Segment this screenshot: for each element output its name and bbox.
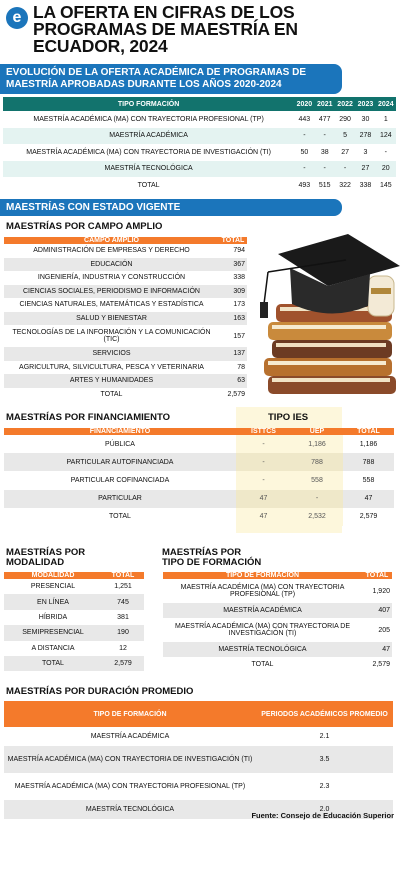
modalidad-cell: 190	[102, 625, 144, 640]
financiamiento-cell: -	[236, 471, 291, 489]
tipo-cell: MAESTRÍA ACADÉMICA (MA) CON TRAYECTORIA DE INVESTIGACIÓN (TI)	[163, 618, 362, 642]
financiamiento-header-1: ISTTCS	[236, 428, 291, 435]
evolucion-row	[3, 161, 396, 178]
ces-logo-icon: e	[6, 7, 28, 29]
evolucion-cell: 3	[355, 144, 375, 161]
modalidad-cell: HÍBRIDA	[4, 610, 102, 625]
evolucion-cell: 27	[335, 144, 355, 161]
graduation-cap-books-icon	[250, 226, 400, 400]
campo-row	[4, 347, 247, 361]
evolucion-banner: EVOLUCIÓN DE LA OFERTA ACADÉMICA DE PROGRAMAS DE MAESTRÍA APROBADAS DURANTE LOS AÑOS 2020-2024	[0, 64, 342, 94]
duracion-row	[4, 727, 393, 746]
books-stack	[264, 304, 396, 394]
tipo-cell: 2,579	[362, 657, 392, 672]
evolucion-cell: 338	[355, 177, 375, 194]
duracion-table	[4, 701, 393, 819]
modalidad-row	[4, 579, 144, 594]
source-note: Fuente: Consejo de Educación Superior	[251, 811, 394, 820]
modalidad-cell: PRESENCIAL	[4, 579, 102, 594]
evolucion-cell: -	[294, 161, 314, 178]
evolucion-cell: 443	[294, 111, 314, 128]
campo-row	[4, 312, 247, 326]
evolucion-cell: 27	[355, 161, 375, 178]
campo-row	[4, 258, 247, 272]
campo-row	[4, 388, 247, 402]
evolucion-cell: -	[315, 128, 335, 145]
modalidad-row	[4, 625, 144, 640]
financiamiento-header-0: FINANCIAMIENTO	[4, 428, 236, 435]
campo-row	[4, 285, 247, 299]
tipo-title-2: TIPO DE FORMACIÓN	[162, 557, 262, 568]
duracion-row	[4, 746, 393, 773]
header	[6, 4, 398, 60]
campo-cell: 157	[219, 325, 247, 347]
tipo-cell: 205	[362, 618, 392, 642]
duracion-cell: MAESTRÍA ACADÉMICA	[4, 727, 256, 746]
evolucion-cell: MAESTRÍA ACADÉMICA (MA) CON TRAYECTORIA PROFESIONAL (TP)	[3, 111, 294, 128]
modalidad-title-1: MAESTRÍAS POR	[6, 547, 86, 558]
evolucion-cell: -	[335, 161, 355, 178]
evolucion-header-1: 2020	[294, 97, 314, 111]
modalidad-header-0: MODALIDAD	[4, 572, 102, 579]
tipo-ies-label: TIPO IES	[268, 412, 309, 423]
tipo-header-0: TIPO DE FORMACIÓN	[163, 572, 362, 579]
financiamiento-cell: 788	[291, 453, 343, 471]
financiamiento-cell: PARTICULAR	[4, 490, 236, 508]
tipo-cell: 407	[362, 603, 392, 618]
evolucion-cell: 290	[335, 111, 355, 128]
tipo-row	[163, 579, 392, 603]
duracion-cell: MAESTRÍA ACADÉMICA (MA) CON TRAYECTORIA DE INVESTIGACIÓN (TI)	[4, 746, 256, 773]
financiamiento-cell: 2,532	[291, 508, 343, 526]
financiamiento-cell: TOTAL	[4, 508, 236, 526]
evolucion-cell: 477	[315, 111, 335, 128]
evolucion-cell: -	[294, 128, 314, 145]
financiamiento-cell: 558	[291, 471, 343, 489]
evolucion-cell: 30	[355, 111, 375, 128]
page-title: LA OFERTA EN CIFRAS DE LOS PROGRAMAS DE MAESTRÍA EN ECUADOR, 2024	[33, 2, 298, 56]
evolucion-header-2: 2021	[315, 97, 335, 111]
evolucion-header-5: 2024	[376, 97, 396, 111]
financiamiento-header-2: UEP	[291, 428, 343, 435]
financiamiento-row	[4, 435, 394, 453]
evolucion-row	[3, 144, 396, 161]
tipo-row	[163, 618, 392, 642]
campo-cell: 338	[219, 271, 247, 285]
duracion-header-0: TIPO DE FORMACIÓN	[4, 701, 256, 727]
financiamiento-cell: 1,186	[291, 435, 343, 453]
campo-cell: 309	[219, 285, 247, 299]
evolucion-cell: MAESTRÍA ACADÉMICA	[3, 128, 294, 145]
campo-cell: SALUD Y BIENESTAR	[4, 312, 219, 326]
tipo-cell: MAESTRÍA ACADÉMICA (MA) CON TRAYECTORIA PROFESIONAL (TP)	[163, 579, 362, 603]
evolucion-cell: 515	[315, 177, 335, 194]
duracion-cell: 2.0	[256, 800, 393, 819]
modalidad-title-2: MODALIDAD	[6, 557, 65, 568]
financiamiento-row	[4, 453, 394, 471]
evolucion-cell: 145	[376, 177, 396, 194]
evolucion-cell: 20	[376, 161, 396, 178]
financiamiento-cell: 47	[236, 490, 291, 508]
campo-cell: SERVICIOS	[4, 347, 219, 361]
modalidad-row	[4, 641, 144, 656]
modalidad-cell: A DISTANCIA	[4, 641, 102, 656]
campo-row	[4, 374, 247, 388]
tipo-cell: 1,920	[362, 579, 392, 603]
campo-cell: 163	[219, 312, 247, 326]
modalidad-cell: 12	[102, 641, 144, 656]
modalidad-cell: 1,251	[102, 579, 144, 594]
campo-row	[4, 325, 247, 347]
duracion-cell: 2.1	[256, 727, 393, 746]
campo-table	[4, 237, 247, 401]
campo-cell: INGENIERÍA, INDUSTRIA Y CONSTRUCCIÓN	[4, 271, 219, 285]
tipo-cell: MAESTRÍA ACADÉMICA	[163, 603, 362, 618]
campo-cell: 137	[219, 347, 247, 361]
duracion-cell: MAESTRÍA TECNOLÓGICA	[4, 800, 256, 819]
financiamiento-cell: -	[291, 490, 343, 508]
duracion-cell: MAESTRÍA ACADÉMICA (MA) CON TRAYECTORIA PROFESIONAL (TP)	[4, 773, 256, 800]
evolucion-cell: 493	[294, 177, 314, 194]
tipo-cell: 47	[362, 642, 392, 657]
tipo-row	[163, 657, 392, 672]
evolucion-cell: 124	[376, 128, 396, 145]
diploma	[368, 276, 394, 316]
modalidad-row	[4, 656, 144, 671]
evolucion-cell: 1	[376, 111, 396, 128]
modalidad-row	[4, 610, 144, 625]
modalidad-cell: 2,579	[102, 656, 144, 671]
campo-row	[4, 244, 247, 258]
financiamiento-row	[4, 490, 394, 508]
tipo-header-1: TOTAL	[362, 572, 392, 579]
campo-cell: 63	[219, 374, 247, 388]
tipo-title-1: MAESTRÍAS POR	[162, 547, 242, 558]
financiamiento-cell: PÚBLICA	[4, 435, 236, 453]
campo-cell: TECNOLOGÍAS DE LA INFORMACIÓN Y LA COMUNICACIÓN (TIC)	[4, 325, 219, 347]
evolucion-cell: 5	[335, 128, 355, 145]
modalidad-cell: 745	[102, 594, 144, 609]
campo-cell: ARTES Y HUMANIDADES	[4, 374, 219, 388]
evolucion-cell: 278	[355, 128, 375, 145]
evolucion-row	[3, 177, 396, 194]
campo-cell: 794	[219, 244, 247, 258]
modalidad-cell: SEMIPRESENCIAL	[4, 625, 102, 640]
evolucion-cell: 50	[294, 144, 314, 161]
campo-cell: EDUCACIÓN	[4, 258, 219, 272]
duracion-cell: 2.3	[256, 773, 393, 800]
evolucion-cell: MAESTRÍA TECNOLÓGICA	[3, 161, 294, 178]
campo-cell: 78	[219, 361, 247, 375]
campo-row	[4, 271, 247, 285]
financiamiento-table	[4, 428, 394, 526]
financiamiento-cell: 47	[236, 508, 291, 526]
duracion-row	[4, 773, 393, 800]
campo-cell: 2,579	[219, 388, 247, 402]
modalidad-row	[4, 594, 144, 609]
evolucion-cell: 322	[335, 177, 355, 194]
evolucion-cell: 38	[315, 144, 335, 161]
modalidad-table	[4, 572, 144, 671]
financiamiento-cell: 1,186	[343, 435, 394, 453]
duracion-cell: 3.5	[256, 746, 393, 773]
campo-cell: CIENCIAS SOCIALES, PERIODISMO E INFORMACIÓN	[4, 285, 219, 299]
tipo-row	[163, 642, 392, 657]
campo-title: MAESTRÍAS POR CAMPO AMPLIO	[6, 221, 163, 232]
campo-header-0: CAMPO AMPLIO	[4, 237, 219, 244]
tipo-table	[163, 572, 392, 672]
evolucion-header-0: TIPO FORMACIÓN	[3, 97, 294, 111]
evolucion-table	[3, 97, 396, 194]
modalidad-header-1: TOTAL	[102, 572, 144, 579]
vigente-banner: MAESTRÍAS CON ESTADO VIGENTE	[0, 199, 342, 216]
financiamiento-cell: PARTICULAR COFINANCIADA	[4, 471, 236, 489]
financiamiento-header-3: TOTAL	[343, 428, 394, 435]
modalidad-cell: 381	[102, 610, 144, 625]
financiamiento-cell: -	[236, 435, 291, 453]
evolucion-row	[3, 128, 396, 145]
campo-row	[4, 361, 247, 375]
modalidad-cell: EN LÍNEA	[4, 594, 102, 609]
tipo-cell: TOTAL	[163, 657, 362, 672]
campo-cell: 173	[219, 298, 247, 312]
campo-cell: AGRICULTURA, SILVICULTURA, PESCA Y VETERINARIA	[4, 361, 219, 375]
financiamiento-cell: 788	[343, 453, 394, 471]
campo-cell: 367	[219, 258, 247, 272]
evolucion-header-4: 2023	[355, 97, 375, 111]
financiamiento-row	[4, 471, 394, 489]
campo-header-1: TOTAL	[219, 237, 247, 244]
evolucion-cell: TOTAL	[3, 177, 294, 194]
evolucion-row	[3, 111, 396, 128]
duracion-header-1: PERIODOS ACADÉMICOS PROMEDIO	[256, 701, 393, 727]
modalidad-cell: TOTAL	[4, 656, 102, 671]
evolucion-header-3: 2022	[335, 97, 355, 111]
financiamiento-cell: 558	[343, 471, 394, 489]
duracion-title: MAESTRÍAS POR DURACIÓN PROMEDIO	[6, 686, 194, 697]
campo-cell: TOTAL	[4, 388, 219, 402]
evolucion-cell: -	[376, 144, 396, 161]
tipo-cell: MAESTRÍA TECNOLÓGICA	[163, 642, 362, 657]
campo-row	[4, 298, 247, 312]
tipo-row	[163, 603, 392, 618]
financiamiento-title: MAESTRÍAS POR FINANCIAMIENTO	[6, 412, 170, 423]
financiamiento-cell: 2,579	[343, 508, 394, 526]
financiamiento-cell: 47	[343, 490, 394, 508]
financiamiento-row	[4, 508, 394, 526]
campo-cell: CIENCIAS NATURALES, MATEMÁTICAS Y ESTADÍSTICA	[4, 298, 219, 312]
financiamiento-cell: -	[236, 453, 291, 471]
evolucion-cell: MAESTRÍA ACADÉMICA (MA) CON TRAYECTORIA DE INVESTIGACIÓN (TI)	[3, 144, 294, 161]
campo-cell: ADMINISTRACIÓN DE EMPRESAS Y DERECHO	[4, 244, 219, 258]
evolucion-cell: -	[315, 161, 335, 178]
financiamiento-cell: PARTICULAR AUTOFINANCIADA	[4, 453, 236, 471]
